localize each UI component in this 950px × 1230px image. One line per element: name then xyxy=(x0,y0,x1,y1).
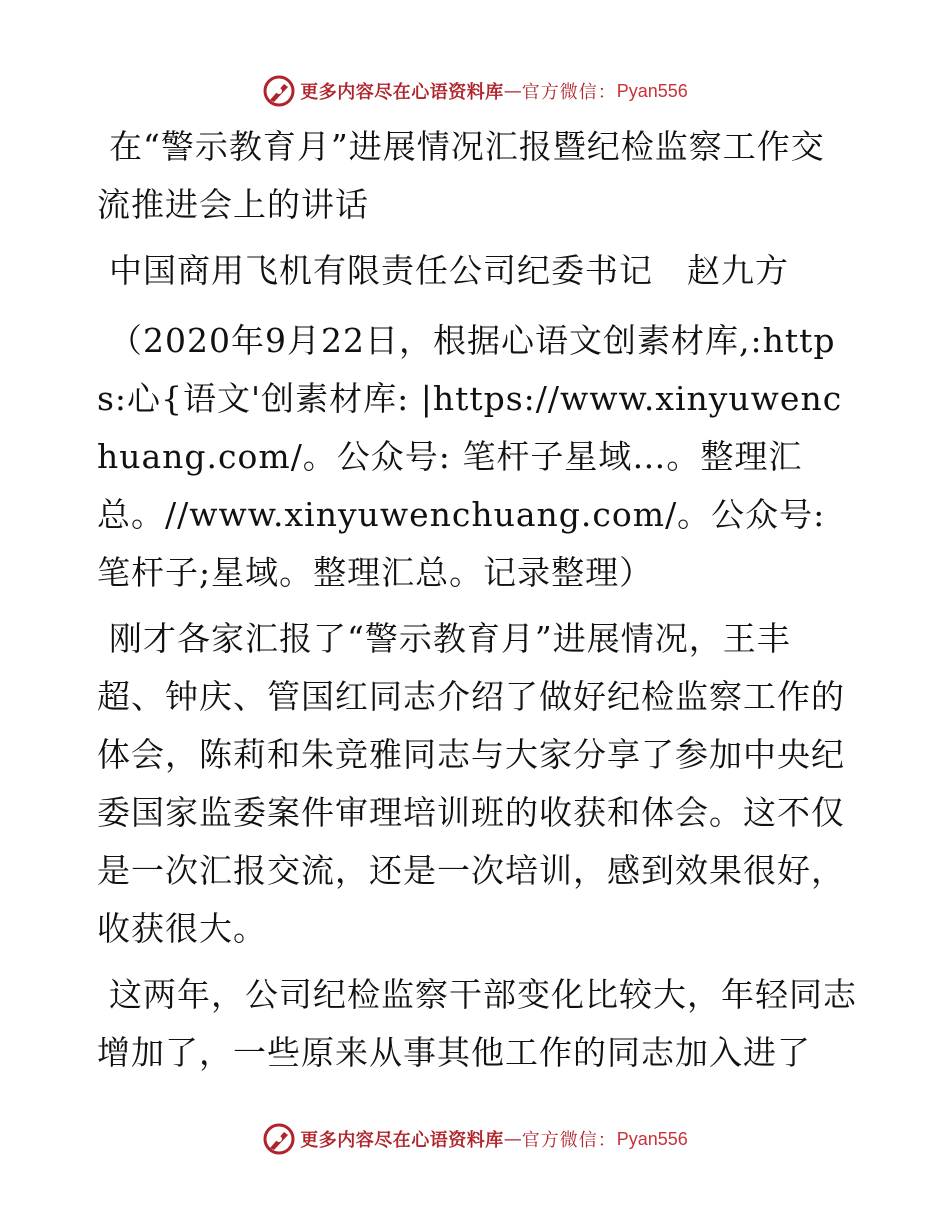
banner-separator: — xyxy=(503,80,522,102)
paragraph-1: 刚才各家汇报了“警示教育月”进展情况，王丰超、钟庆、管国红同志介绍了做好纪检监察工作的体会，陈莉和朱竞雅同志与大家分享了参加中央纪委国家监委案件审理培训班的收获和体会。这不仅是一次汇报交流，还是一次培训，感到效果很好，收获很大。 xyxy=(97,619,845,948)
document-body xyxy=(97,118,857,1082)
banner-brand: 更多内容尽在心语资料库 xyxy=(300,1130,504,1151)
document-note: （2020年9月22日，根据心语文创素材库,:https:心{语文'创素材库: |https://www.xinyuwenchuang.com/。公众号: 笔杆子星域…。整理汇总。//www.xinyuwenchuang.com/。公众号: 笔杆子;星域。整理汇总。记录整理） xyxy=(97,321,843,592)
footer-banner xyxy=(0,1117,950,1161)
banner-brand: 更多内容尽在心语资料库 xyxy=(300,82,504,103)
banner-handle: Pyan556 xyxy=(616,1128,688,1149)
seal-pen-icon xyxy=(262,1122,296,1156)
document-author: 中国商用飞机有限责任公司纪委书记 赵九方 xyxy=(109,251,789,290)
banner-handle: Pyan556 xyxy=(616,80,688,101)
document-title: 在“警示教育月”进展情况汇报暨纪检监察工作交流推进会上的讲话 xyxy=(97,127,825,224)
banner-sub: 官方微信： xyxy=(521,1130,617,1151)
paragraph-2: 这两年，公司纪检监察干部变化比较大，年轻同志增加了，一些原来从事其他工作的同志加入进了 xyxy=(97,975,857,1072)
banner-separator: — xyxy=(503,1128,522,1150)
seal-pen-icon xyxy=(262,74,296,108)
banner-sub: 官方微信： xyxy=(521,82,617,103)
header-banner xyxy=(0,69,950,113)
